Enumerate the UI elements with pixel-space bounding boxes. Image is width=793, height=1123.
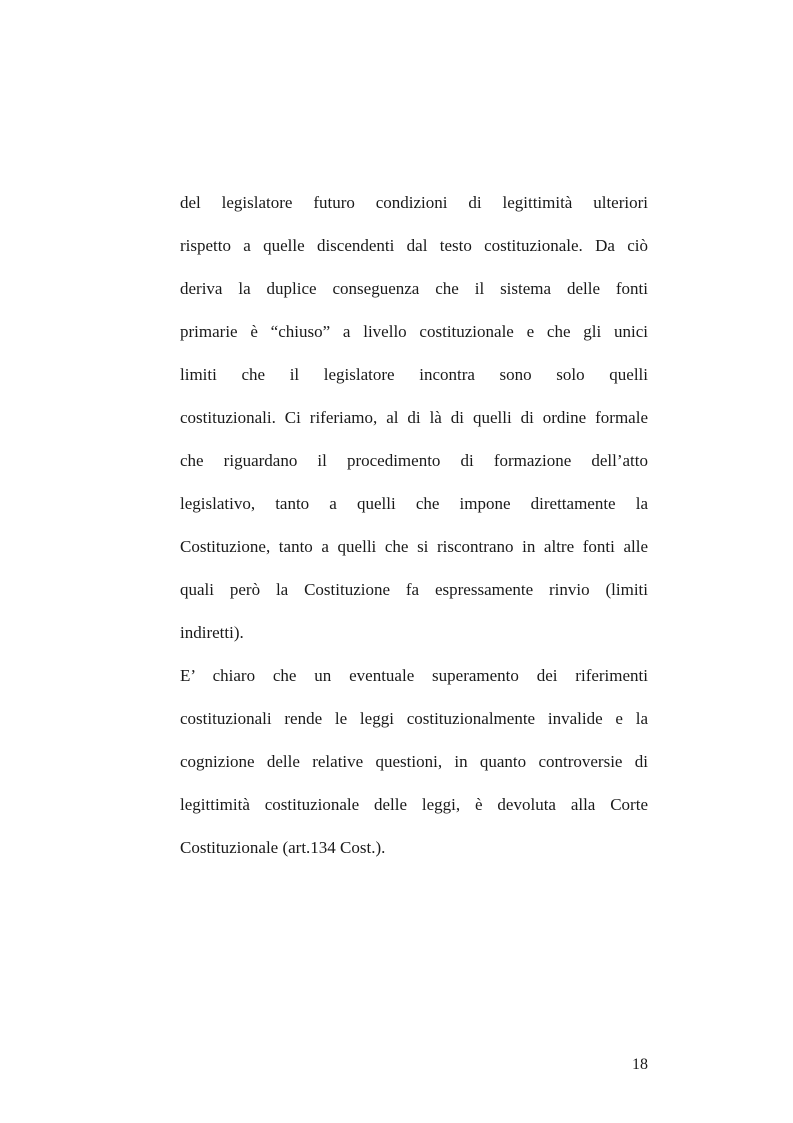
body-text <box>180 188 648 876</box>
page-number: 18 <box>632 1056 648 1073</box>
text-line: che riguardano il procedimento di formazione dell’atto <box>180 451 648 470</box>
text-line: cognizione delle relative questioni, in quanto controversie di <box>180 752 648 771</box>
text-line: Costituzionale (art.134 Cost.). <box>180 838 386 857</box>
text-line: primarie è “chiuso” a livello costituzionale e che gli unici <box>180 322 648 341</box>
text-line: quali però la Costituzione fa espressamente rinvio (limiti <box>180 580 648 599</box>
text-line: Costituzione, tanto a quelli che si riscontrano in altre fonti alle <box>180 537 648 556</box>
text-line: del legislatore futuro condizioni di legittimità ulteriori <box>180 193 648 212</box>
text-line: deriva la duplice conseguenza che il sistema delle fonti <box>180 279 648 298</box>
text-line: rispetto a quelle discendenti dal testo costituzionale. Da ciò <box>180 236 648 255</box>
text-line: indiretti). <box>180 623 244 642</box>
text-line: E’ chiaro che un eventuale superamento dei riferimenti <box>180 666 648 685</box>
text-line: costituzionali. Ci riferiamo, al di là di quelli di ordine formale <box>180 408 648 427</box>
text-line: legittimità costituzionale delle leggi, è devoluta alla Corte <box>180 795 648 814</box>
text-line: limiti che il legislatore incontra sono solo quelli <box>180 365 648 384</box>
text-line: legislativo, tanto a quelli che impone direttamente la <box>180 494 648 513</box>
text-line: costituzionali rende le leggi costituzionalmente invalide e la <box>180 709 648 728</box>
